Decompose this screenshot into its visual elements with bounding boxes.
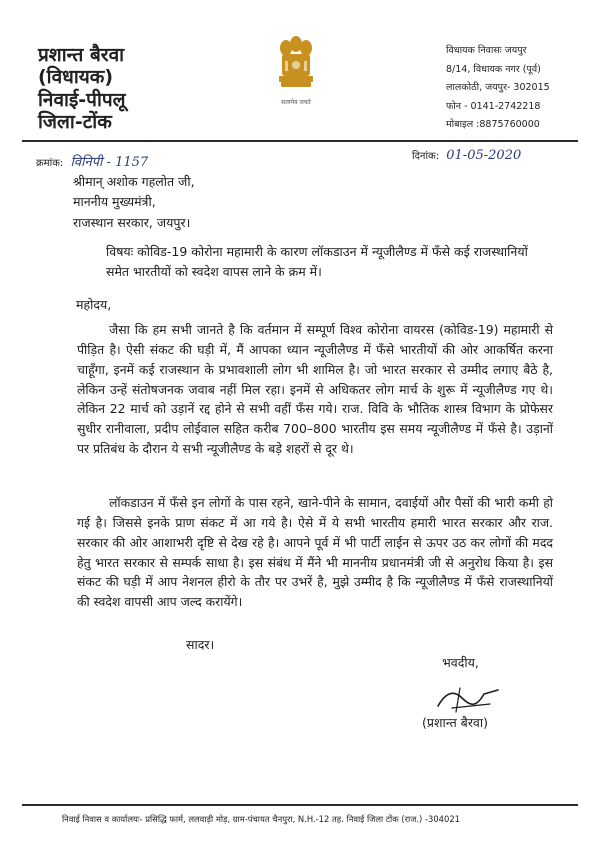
footer-divider — [22, 804, 578, 806]
letter-date — [412, 148, 521, 163]
reference-number — [36, 152, 148, 170]
ashoka-emblem-icon — [272, 30, 320, 96]
salutation: महोदय, — [76, 297, 112, 312]
reference-value: विनिपी - 1157 — [70, 155, 149, 170]
address-line-2: लालकोठी, जयपुर- 302015 — [446, 82, 550, 94]
body-paragraph-1: जैसा कि हम सभी जानते है कि वर्तमान में सम्पूर्ण विश्व कोरोना वायरस (कोविड-19) महामारी से पीड़ित है। ऐसी संकट की घड़ी में, मैं आपका ध्यान न्यूजीलैण्ड में फँसे भारतीयों की ओर आकर्षित करना चाहूँगा, इनमें कई राजस्थान के प्रभावशाली लोग भी शामिल है। जो भारत सरकार से उम्मीद लगाए बैठे है, लेकिन उन्हें संतोषजनक जवाब नहीं मिल रहा। इनमें से अधिकतर लोग मार्च के शुरू में न्यूजीलैण्ड गए थे। लेकिन 22 मार्च को उड़ानें रद्द होने से सभी वहीं फँस गये। राज. विवि के भौतिक शास्त्र विभाग के प्रोफेसर सुधीर रानीवाला, प्रदीप लोईवाल सहित करीब 700–800 भारतीय इस समय न्यूजीलैण्ड में फँसे है। उड़ानों पर प्रतिबंध के दौरान ये सभी न्यूजीलैण्ड के बड़े शहरों से दूर थे। — [77, 322, 554, 457]
body-paragraph-2: लॉकडाउन में फँसे इन लोगों के पास रहने, खाने-पीने के सामान, दवाईयों और पैसों की भारी कमी हो गई है। जिससे इनके प्राण संकट में आ गये है। ऐसे में ये सभी भारतीय हमारी भारत सरकार और राज. सरकार की ओर आशाभरी दृष्टि से देख रहे है। आपने पूर्व में भी पार्टी लाईन से ऊपर उठ कर लोगों की मदद हेतु भारत सरकार से सम्पर्क साधा है। इस संबंध में मैंने भी माननीय प्रधानमंत्री जी से अनुरोध किया है। इस संकट की घड़ी में आप नेशनल हीरो के तौर पर उभरें है, मुझे उम्मीद है कि न्यूजीलैण्ड में फँसे राजस्थानियों की स्वदेश वापसी आप जल्द करायेंगे। — [77, 495, 553, 610]
national-emblem — [268, 30, 324, 106]
addressee-office: राजस्थान सरकार, जयपुर। — [73, 214, 191, 230]
address-line-1: 8/14, विधायक नगर (पूर्व) — [446, 63, 541, 75]
footer-address: निवाई निवास व कार्यालयः- प्रसिद्धि फार्म, ललवाड़ी मोड़, ग्राम-पंचायत चैनपुरा, N.H.-12 तह. निवाई जिला टोंक (राज.) -304021 — [62, 814, 460, 824]
sender-district: जिला-टोंक — [38, 111, 112, 134]
sender-name: प्रशान्त बैरवा — [38, 44, 125, 66]
signature-icon — [432, 684, 504, 716]
date-value: 01-05-2020 — [446, 148, 522, 163]
addressee-block — [73, 172, 195, 233]
reference-label: क्रमांक: — [36, 158, 64, 169]
phone-number: फोन - 0141-2742218 — [446, 100, 541, 112]
letterhead-divider — [22, 140, 578, 142]
addressee-title: माननीय मुख्यमंत्री, — [73, 194, 156, 210]
valediction: भवदीय, — [442, 655, 479, 670]
mobile-number: मोबाइल :8875760000 — [446, 119, 540, 131]
signatory-name: (प्रशान्त बैरवा) — [422, 715, 488, 730]
sender-constituency: निवाई-पीपलू — [38, 88, 126, 111]
letterhead-sender — [38, 44, 126, 134]
emblem-motto: सत्यमेव जयते — [281, 99, 311, 106]
letterhead-contact — [446, 42, 550, 135]
sender-designation: (विधायक) — [38, 66, 114, 89]
addressee-name: श्रीमान् अशोक गहलोत जी, — [73, 174, 195, 189]
date-label: दिनांक: — [412, 151, 440, 162]
residence-label: विधायक निवासः जयपुर — [446, 45, 527, 56]
letter-subject: विषयः कोविड-19 कोरोना महामारी के कारण लॉकडाउन में न्यूजीलैण्ड में फँसे कई राजस्थानियों समेत भारतीयों को स्वदेश वापस लाने के क्रम में। — [106, 244, 528, 279]
closing-regards: सादर। — [186, 637, 215, 652]
